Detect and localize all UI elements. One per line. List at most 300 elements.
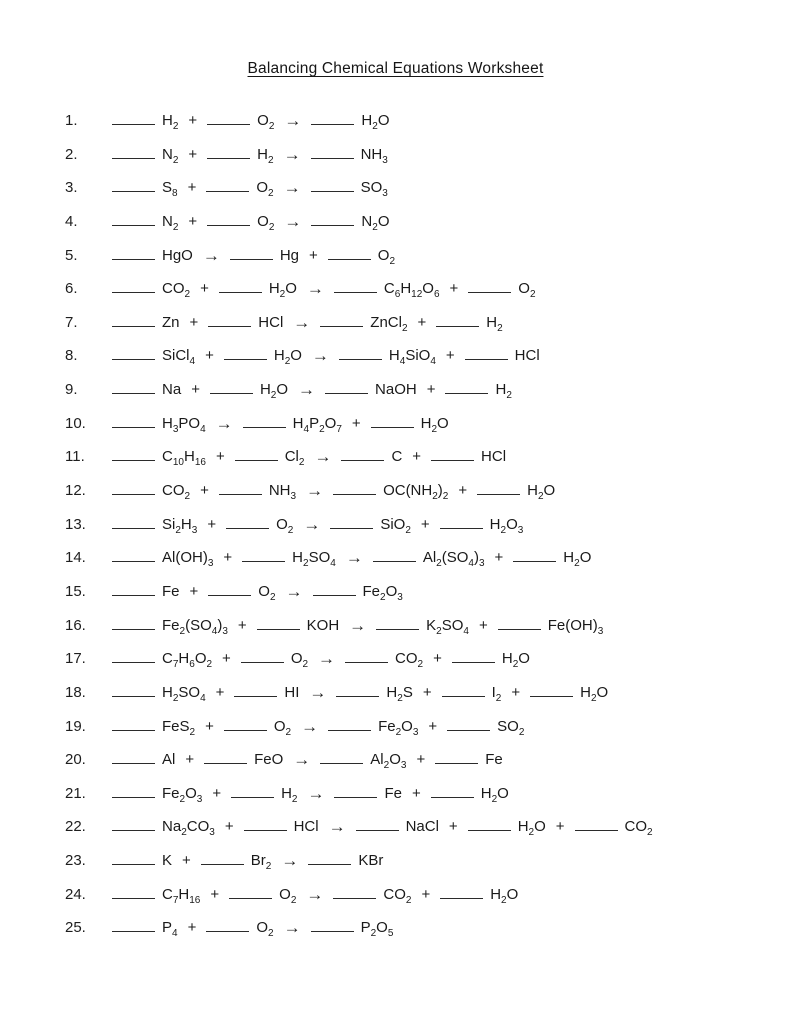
equation-body [112, 783, 509, 803]
coefficient-blank [320, 326, 363, 327]
chemical-formula: $Al_2(SO_4)_3$ [422, 549, 485, 570]
equation-row [65, 480, 781, 514]
coefficient-blank [226, 528, 269, 529]
plus-sign: + [215, 448, 225, 466]
equation-number: 4. [65, 212, 78, 230]
chemical-formula: $O_2$ [257, 112, 275, 132]
chemical-formula: $NH_3$ [268, 482, 297, 503]
chemical-formula: $Al_2O_3$ [370, 751, 407, 772]
coefficient-blank [112, 359, 155, 360]
equation-number: 21. [65, 784, 86, 802]
chemical-formula: Fe [384, 784, 402, 802]
chemical-formula: NaCl [405, 818, 439, 836]
chemical-formula: $N_2$ [162, 212, 179, 233]
coefficient-blank [112, 191, 155, 192]
plus-sign: + [187, 179, 197, 197]
equation-body [112, 177, 388, 200]
equation-row [65, 144, 781, 178]
plus-sign: + [421, 885, 431, 903]
chemical-formula: $H_2$ [257, 145, 274, 166]
arrow-icon: → [306, 884, 324, 904]
chemical-formula: $CO_2$ [162, 280, 191, 301]
coefficient-blank [244, 830, 287, 831]
chemical-formula: $P_4$ [162, 919, 178, 940]
coefficient-blank [112, 460, 155, 461]
chemical-formula: C [391, 448, 403, 466]
equation-body [112, 446, 507, 469]
arrow-icon: → [328, 817, 346, 837]
equation-row [65, 413, 781, 447]
coefficient-blank [334, 797, 377, 798]
coefficient-blank [207, 158, 250, 159]
equation-number: 1. [65, 112, 78, 129]
coefficient-blank [341, 460, 384, 461]
coefficient-blank [112, 326, 155, 327]
chemical-formula: $O_2$ [256, 919, 274, 940]
plus-sign: + [189, 313, 199, 331]
equation-row [65, 783, 781, 817]
coefficient-blank [112, 898, 155, 899]
chemical-formula: $H_2O$ [420, 414, 449, 435]
chemical-formula: $O_2$ [279, 885, 297, 906]
coefficient-blank [373, 561, 416, 562]
chemical-formula: FeO [254, 751, 284, 769]
plus-sign: + [200, 280, 209, 298]
coefficient-blank [230, 259, 273, 260]
chemical-formula: Zn [162, 313, 180, 331]
equation-row [65, 345, 781, 379]
plus-sign: + [205, 347, 214, 365]
arrow-icon: → [307, 783, 325, 803]
chemical-formula: $H_2O$ [580, 683, 609, 704]
plus-sign: + [188, 112, 198, 129]
coefficient-blank [207, 225, 250, 226]
coefficient-blank [313, 595, 356, 596]
coefficient-blank [339, 359, 382, 360]
equation-row [65, 312, 781, 346]
coefficient-blank [201, 864, 244, 865]
chemical-formula: SiCl$_4$ [162, 347, 196, 368]
chemical-formula: $O_2$ [273, 717, 292, 738]
chemical-formula: $H_2SO_4$ [162, 683, 206, 704]
chemical-formula: HCl [258, 313, 284, 331]
chemical-formula: $H_2O$ [501, 650, 530, 671]
plus-sign: + [416, 751, 426, 769]
coefficient-blank [112, 494, 155, 495]
plus-sign: + [478, 616, 488, 634]
chemical-formula: NaOH [375, 381, 417, 399]
chemical-formula: $Fe(OH)_3$ [547, 616, 604, 637]
equation-row [65, 177, 781, 211]
coefficient-blank [206, 191, 249, 192]
chemical-formula: HgO [162, 246, 193, 264]
plus-sign: + [222, 650, 231, 668]
coefficient-blank [208, 595, 251, 596]
chemical-formula: Na [162, 381, 182, 399]
coefficient-blank [207, 124, 250, 125]
chemical-formula: $H_4SiO_4$ [388, 347, 436, 368]
arrow-icon: → [306, 279, 324, 299]
chemical-formula: $H_2O$ [480, 784, 509, 805]
equation-body [112, 884, 518, 904]
equation-list [65, 110, 781, 951]
chemical-formula: $Fe_2O_3$ [378, 717, 419, 738]
equation-row [65, 816, 781, 850]
coefficient-blank [334, 292, 377, 293]
chemical-formula: $C_7H_6O_2$ [162, 650, 213, 671]
chemical-formula: $O_2$ [258, 582, 276, 603]
chemical-formula: ZnCl$_2$ [370, 313, 408, 334]
chemical-formula: $P_2O_5$ [360, 919, 394, 940]
coefficient-blank [235, 460, 278, 461]
plus-sign: + [224, 818, 234, 836]
chemical-formula: $Fe_2(SO_4)_3$ [162, 616, 228, 637]
chemical-formula: $Na_2CO_3$ [162, 818, 215, 839]
arrow-icon: → [284, 211, 302, 231]
chemical-formula: $H_2O$ [259, 381, 289, 402]
equation-body [112, 211, 389, 231]
coefficient-blank [311, 158, 354, 159]
equation-number: 8. [65, 347, 78, 365]
coefficient-blank [112, 124, 155, 125]
equation-number: 12. [65, 482, 86, 500]
coefficient-blank [208, 326, 251, 327]
equation-body [112, 850, 384, 873]
equation-number: 19. [65, 717, 86, 735]
chemical-formula: $SO_2$ [497, 717, 525, 738]
equation-body [112, 547, 592, 570]
coefficient-blank [112, 595, 155, 596]
arrow-icon: → [345, 548, 363, 568]
coefficient-blank [112, 662, 155, 663]
coefficient-blank [112, 696, 155, 697]
coefficient-blank [431, 797, 474, 798]
chemical-formula: $Fe_2O_3$ [162, 784, 203, 805]
chemical-formula: $C_7H_{16}$ [162, 885, 201, 906]
equation-row [65, 446, 781, 480]
equation-body [112, 682, 608, 702]
chemical-formula: KOH [306, 616, 340, 634]
chemical-formula: $SO_3$ [360, 179, 388, 200]
arrow-icon: → [298, 380, 316, 400]
coefficient-blank [311, 124, 354, 125]
equation-row [65, 245, 781, 279]
coefficient-blank [445, 393, 488, 394]
coefficient-blank [311, 931, 354, 932]
equation-number: 6. [65, 280, 78, 298]
coefficient-blank [447, 730, 490, 731]
equation-body [112, 144, 388, 164]
coefficient-blank [477, 494, 520, 495]
equation-row [65, 648, 781, 682]
equation-number: 15. [65, 582, 86, 600]
coefficient-blank [112, 797, 155, 798]
coefficient-blank [376, 629, 419, 630]
arrow-icon: → [285, 581, 303, 601]
chemical-formula: $N_2O$ [361, 212, 390, 233]
plus-sign: + [188, 212, 198, 230]
chemical-formula: $NH_3$ [360, 145, 388, 166]
equation-body [112, 345, 540, 368]
equation-row [65, 581, 781, 615]
chemical-formula: $H_2O$ [563, 549, 592, 570]
chemical-formula: $H_2O$ [273, 347, 302, 368]
arrow-icon: → [283, 918, 301, 938]
plus-sign: + [448, 818, 458, 836]
coefficient-blank [356, 830, 399, 831]
plus-sign: + [215, 683, 225, 701]
chemical-formula: $H_3PO_4$ [162, 414, 206, 435]
equation-body [112, 110, 389, 130]
plus-sign: + [494, 549, 504, 567]
chemical-formula: $H_2S$ [386, 683, 413, 704]
chemical-formula: $Si_2H_3$ [162, 515, 198, 536]
chemical-formula: Fe [162, 582, 180, 600]
chemical-formula: $H_4P_2O_7$ [292, 414, 342, 435]
plus-sign: + [428, 717, 438, 735]
chemical-formula: SiO$_2$ [380, 515, 411, 536]
equation-number: 14. [65, 549, 86, 567]
equation-number: 7. [65, 313, 78, 331]
chemical-formula: $Br_2$ [250, 852, 272, 873]
equation-body [112, 749, 503, 772]
plus-sign: + [187, 919, 197, 937]
plus-sign: + [412, 448, 422, 466]
coefficient-blank [231, 797, 274, 798]
plus-sign: + [191, 381, 200, 399]
plus-sign: + [210, 885, 220, 903]
chemical-formula: $H_2$ [162, 112, 179, 132]
equation-body [112, 917, 394, 940]
coefficient-blank [112, 393, 155, 394]
chemical-formula: $H_2O$ [268, 280, 297, 301]
coefficient-blank [530, 696, 573, 697]
chemical-formula: $O_2$ [290, 650, 309, 671]
chemical-formula: $I_2$ [491, 683, 502, 704]
equation-body [112, 716, 524, 736]
arrow-icon: → [215, 413, 233, 433]
coefficient-blank [224, 359, 267, 360]
coefficient-blank [112, 158, 155, 159]
equation-number: 23. [65, 852, 86, 870]
equation-body [112, 245, 395, 265]
chemical-formula: Fe [485, 751, 503, 769]
plus-sign: + [422, 683, 432, 701]
equation-body [112, 615, 603, 635]
coefficient-blank [513, 561, 556, 562]
coefficient-blank [371, 427, 414, 428]
coefficient-blank [206, 931, 249, 932]
plus-sign: + [412, 784, 421, 802]
coefficient-blank [468, 830, 511, 831]
equation-row [65, 749, 781, 783]
coefficient-blank [242, 561, 285, 562]
arrow-icon: → [284, 111, 302, 130]
plus-sign: + [212, 784, 222, 802]
coefficient-blank [435, 763, 478, 764]
chemical-formula: $K_2SO_4$ [426, 616, 469, 637]
coefficient-blank [112, 629, 155, 630]
chemical-formula: KBr [358, 852, 384, 870]
chemical-formula: $Cl_2$ [284, 448, 305, 469]
arrow-icon: → [283, 144, 301, 164]
coefficient-blank [333, 494, 376, 495]
coefficient-blank [436, 326, 479, 327]
coefficient-blank [308, 864, 351, 865]
chemical-formula: K [162, 852, 173, 870]
chemical-formula: $N_2$ [162, 145, 179, 166]
coefficient-blank [320, 763, 363, 764]
equation-number: 10. [65, 414, 86, 432]
equation-body [112, 648, 530, 671]
equation-body [112, 278, 536, 301]
equation-number: 24. [65, 885, 86, 903]
coefficient-blank [224, 730, 267, 731]
equation-row [65, 716, 781, 750]
plus-sign: + [188, 145, 198, 163]
equation-row [65, 884, 781, 918]
arrow-icon: → [293, 312, 311, 332]
chemical-formula: HCl [481, 448, 507, 466]
coefficient-blank [468, 292, 511, 293]
chemical-formula: HCl [514, 347, 540, 365]
equation-number: 11. [65, 448, 85, 466]
equation-number: 22. [65, 818, 86, 836]
chemical-formula: $CO_2$ [383, 885, 412, 906]
coefficient-blank [431, 460, 474, 461]
plus-sign: + [511, 683, 521, 701]
chemical-formula: $H_2$ [486, 313, 503, 334]
coefficient-blank [112, 259, 155, 260]
coefficient-blank [325, 393, 368, 394]
coefficient-blank [112, 931, 155, 932]
coefficient-blank [328, 730, 371, 731]
coefficient-blank [112, 763, 155, 764]
coefficient-blank [210, 393, 253, 394]
equation-row [65, 682, 781, 716]
plus-sign: + [555, 818, 565, 836]
plus-sign: + [433, 650, 442, 668]
coefficient-blank [112, 730, 155, 731]
coefficient-blank [204, 763, 247, 764]
chemical-formula: $OC(NH_2)_2$ [383, 482, 449, 503]
coefficient-blank [241, 662, 284, 663]
coefficient-blank [442, 696, 485, 697]
coefficient-blank [112, 225, 155, 226]
plus-sign: + [458, 482, 468, 500]
arrow-icon: → [301, 716, 319, 736]
arrow-icon: → [283, 178, 301, 198]
coefficient-blank [229, 898, 272, 899]
equation-body [112, 413, 449, 433]
equation-row [65, 110, 781, 144]
coefficient-blank [112, 292, 155, 293]
equation-number: 18. [65, 683, 86, 701]
equation-row [65, 917, 781, 951]
chemical-formula: $O_2$ [256, 179, 274, 200]
chemical-formula: Hg [279, 246, 300, 264]
chemical-formula: $CO_2$ [395, 650, 424, 671]
coefficient-blank [112, 830, 155, 831]
coefficient-blank [452, 662, 495, 663]
chemical-formula: $H_2O_3$ [489, 515, 524, 536]
chemical-formula: HI [284, 683, 300, 701]
plus-sign: + [417, 313, 427, 331]
plus-sign: + [351, 414, 361, 432]
equation-body [112, 312, 503, 332]
coefficient-blank [243, 427, 286, 428]
equation-number: 25. [65, 919, 86, 937]
chemical-formula: $H_2SO_4$ [292, 549, 336, 570]
chemical-formula: $O_2$ [518, 280, 536, 301]
coefficient-blank [440, 528, 483, 529]
plus-sign: + [182, 852, 191, 870]
plus-sign: + [205, 717, 214, 735]
arrow-icon: → [202, 245, 220, 265]
coefficient-blank [330, 528, 373, 529]
chemical-formula: $H_2O$ [361, 112, 390, 132]
plus-sign: + [223, 549, 233, 567]
equation-row [65, 278, 781, 312]
plus-sign: + [309, 246, 318, 264]
plus-sign: + [185, 751, 195, 769]
arrow-icon: → [311, 346, 329, 366]
plus-sign: + [237, 616, 247, 634]
equation-number: 20. [65, 751, 86, 769]
chemical-formula: $O_2$ [377, 246, 396, 267]
equation-body [112, 581, 403, 601]
chemical-formula: Al [162, 751, 176, 769]
arrow-icon: → [349, 615, 367, 635]
chemical-formula: HCl [293, 818, 319, 836]
equation-row [65, 211, 781, 245]
coefficient-blank [219, 292, 262, 293]
chemical-formula: $H_2$ [495, 381, 512, 402]
chemical-formula: $CO_2$ [162, 482, 191, 503]
plus-sign: + [200, 482, 209, 500]
coefficient-blank [465, 359, 508, 360]
equation-number: 2. [65, 145, 78, 163]
equation-number: 13. [65, 515, 86, 533]
chemical-formula: $O_2$ [257, 212, 275, 233]
coefficient-blank [219, 494, 262, 495]
chemical-formula: FeS$_2$ [162, 717, 196, 738]
coefficient-blank [336, 696, 379, 697]
equation-row [65, 547, 781, 581]
coefficient-blank [112, 528, 155, 529]
arrow-icon: → [303, 514, 321, 534]
chemical-formula: $Fe_2O_3$ [362, 582, 403, 603]
plus-sign: + [445, 347, 455, 365]
arrow-icon: → [318, 649, 336, 669]
coefficient-blank [575, 830, 618, 831]
equation-row [65, 379, 781, 413]
chemical-formula: $C_6H_{12}O_6$ [383, 280, 440, 301]
equation-row [65, 514, 781, 548]
equation-number: 17. [65, 650, 86, 668]
equation-number: 3. [65, 179, 78, 197]
arrow-icon: → [314, 447, 332, 467]
equation-body [112, 816, 653, 839]
arrow-icon: → [293, 750, 311, 770]
chemical-formula: $H_2O$ [527, 482, 556, 503]
coefficient-blank [112, 427, 155, 428]
coefficient-blank [498, 629, 541, 630]
coefficient-blank [440, 898, 483, 899]
arrow-icon: → [309, 682, 327, 702]
chemical-formula: $Al(OH)_3$ [162, 549, 214, 570]
coefficient-blank [311, 225, 354, 226]
